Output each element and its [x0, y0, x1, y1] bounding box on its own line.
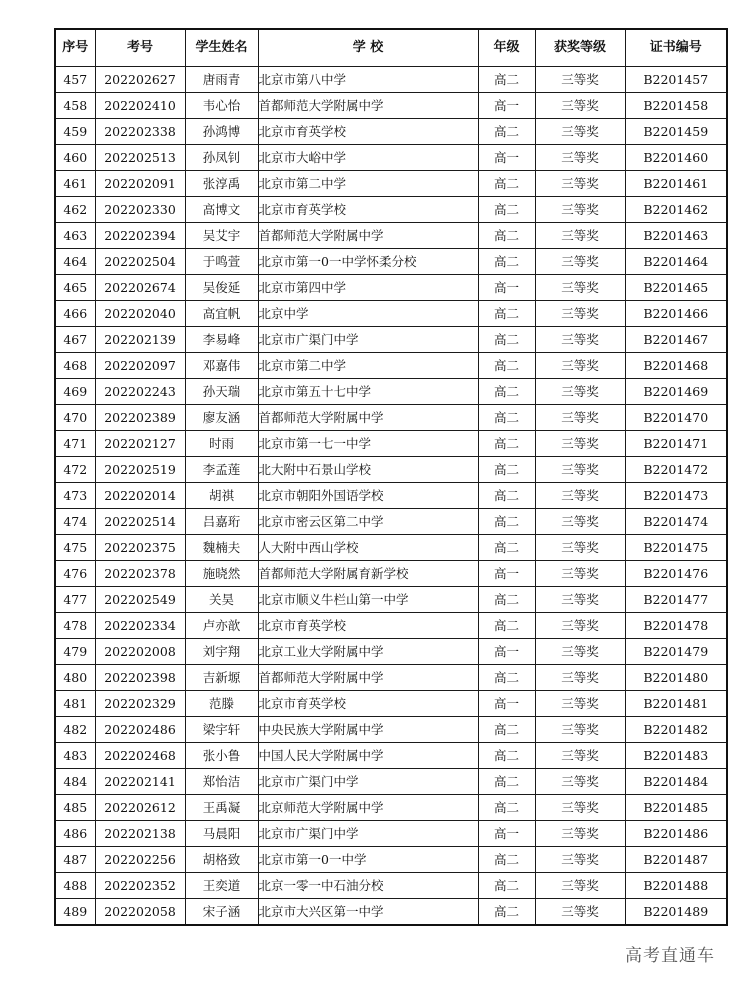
table-row — [55, 93, 727, 119]
cell-award: 三等奖 — [535, 405, 625, 431]
cell-num: 488 — [55, 873, 95, 899]
cell-num: 489 — [55, 899, 95, 926]
cell-student-name: 关昊 — [185, 587, 258, 613]
cell-exam-id: 202202138 — [95, 821, 185, 847]
cell-cert: B2201488 — [625, 873, 727, 899]
table-row — [55, 301, 727, 327]
cell-exam-id: 202202141 — [95, 769, 185, 795]
table-row — [55, 639, 727, 665]
cell-student-name: 高博文 — [185, 197, 258, 223]
cell-student-name: 李易峰 — [185, 327, 258, 353]
cell-exam-id: 202202243 — [95, 379, 185, 405]
table-row — [55, 665, 727, 691]
cell-num: 479 — [55, 639, 95, 665]
cell-num: 461 — [55, 171, 95, 197]
table-row — [55, 197, 727, 223]
cell-num: 459 — [55, 119, 95, 145]
cell-cert: B2201465 — [625, 275, 727, 301]
cell-award: 三等奖 — [535, 171, 625, 197]
cell-student-name: 李孟莲 — [185, 457, 258, 483]
cell-student-name: 唐雨青 — [185, 67, 258, 93]
cell-cert: B2201472 — [625, 457, 727, 483]
cell-student-name: 卢亦歆 — [185, 613, 258, 639]
cell-num: 462 — [55, 197, 95, 223]
cell-cert: B2201484 — [625, 769, 727, 795]
table-row — [55, 535, 727, 561]
table-row — [55, 119, 727, 145]
cell-school: 首都师范大学附属中学 — [258, 665, 478, 691]
table-row — [55, 353, 727, 379]
cell-grade: 高二 — [478, 405, 535, 431]
cell-award: 三等奖 — [535, 639, 625, 665]
cell-student-name: 廖友涵 — [185, 405, 258, 431]
cell-grade: 高二 — [478, 483, 535, 509]
cell-school: 首都师范大学附属中学 — [258, 223, 478, 249]
cell-grade: 高二 — [478, 535, 535, 561]
cell-grade: 高二 — [478, 743, 535, 769]
table-row — [55, 275, 727, 301]
cell-exam-id: 202202329 — [95, 691, 185, 717]
cell-award: 三等奖 — [535, 145, 625, 171]
cell-grade: 高二 — [478, 717, 535, 743]
table-row — [55, 899, 727, 926]
cell-award: 三等奖 — [535, 535, 625, 561]
cell-student-name: 范滕 — [185, 691, 258, 717]
cell-grade: 高二 — [478, 509, 535, 535]
header-exam-id: 考号 — [95, 29, 185, 67]
table-header — [55, 29, 727, 67]
cell-exam-id: 202202127 — [95, 431, 185, 457]
cell-school: 北京市第二中学 — [258, 353, 478, 379]
cell-school: 北京市第四中学 — [258, 275, 478, 301]
cell-num: 458 — [55, 93, 95, 119]
cell-award: 三等奖 — [535, 353, 625, 379]
cell-cert: B2201462 — [625, 197, 727, 223]
cell-school: 北京市广渠门中学 — [258, 769, 478, 795]
cell-award: 三等奖 — [535, 301, 625, 327]
cell-student-name: 王奕道 — [185, 873, 258, 899]
cell-cert: B2201467 — [625, 327, 727, 353]
cell-cert: B2201463 — [625, 223, 727, 249]
header-num: 序号 — [55, 29, 95, 67]
cell-grade: 高二 — [478, 665, 535, 691]
cell-exam-id: 202202410 — [95, 93, 185, 119]
cell-award: 三等奖 — [535, 509, 625, 535]
cell-award: 三等奖 — [535, 67, 625, 93]
table-body — [55, 67, 727, 926]
cell-student-name: 邓嘉伟 — [185, 353, 258, 379]
cell-exam-id: 202202627 — [95, 67, 185, 93]
header-grade: 年级 — [478, 29, 535, 67]
cell-student-name: 梁宇轩 — [185, 717, 258, 743]
cell-exam-id: 202202394 — [95, 223, 185, 249]
cell-grade: 高二 — [478, 353, 535, 379]
cell-grade: 高二 — [478, 457, 535, 483]
cell-student-name: 王禹凝 — [185, 795, 258, 821]
cell-exam-id: 202202674 — [95, 275, 185, 301]
cell-award: 三等奖 — [535, 613, 625, 639]
cell-school: 北京市大兴区第一中学 — [258, 899, 478, 926]
cell-grade: 高二 — [478, 301, 535, 327]
table-row — [55, 587, 727, 613]
cell-cert: B2201489 — [625, 899, 727, 926]
cell-exam-id: 202202014 — [95, 483, 185, 509]
cell-cert: B2201460 — [625, 145, 727, 171]
cell-exam-id: 202202612 — [95, 795, 185, 821]
cell-exam-id: 202202513 — [95, 145, 185, 171]
cell-num: 464 — [55, 249, 95, 275]
cell-school: 北京市育英学校 — [258, 613, 478, 639]
cell-cert: B2201464 — [625, 249, 727, 275]
cell-cert: B2201471 — [625, 431, 727, 457]
cell-num: 465 — [55, 275, 95, 301]
table-row — [55, 821, 727, 847]
cell-student-name: 胡祺 — [185, 483, 258, 509]
cell-award: 三等奖 — [535, 743, 625, 769]
cell-school: 北京市第一0一中学怀柔分校 — [258, 249, 478, 275]
cell-num: 485 — [55, 795, 95, 821]
cell-school: 北京师范大学附属中学 — [258, 795, 478, 821]
cell-num: 486 — [55, 821, 95, 847]
cell-school: 首都师范大学附属中学 — [258, 405, 478, 431]
cell-school: 北京市育英学校 — [258, 119, 478, 145]
cell-cert: B2201479 — [625, 639, 727, 665]
cell-school: 北京市大峪中学 — [258, 145, 478, 171]
cell-school: 北京工业大学附属中学 — [258, 639, 478, 665]
cell-grade: 高一 — [478, 275, 535, 301]
table-row — [55, 145, 727, 171]
cell-student-name: 孙天瑞 — [185, 379, 258, 405]
cell-cert: B2201478 — [625, 613, 727, 639]
cell-school: 北京市广渠门中学 — [258, 821, 478, 847]
table-row — [55, 431, 727, 457]
cell-school: 北京市顺义牛栏山第一中学 — [258, 587, 478, 613]
table-row — [55, 769, 727, 795]
cell-school: 北京市第八中学 — [258, 67, 478, 93]
cell-num: 470 — [55, 405, 95, 431]
cell-exam-id: 202202330 — [95, 197, 185, 223]
cell-exam-id: 202202352 — [95, 873, 185, 899]
cell-cert: B2201473 — [625, 483, 727, 509]
cell-cert: B2201468 — [625, 353, 727, 379]
cell-exam-id: 202202519 — [95, 457, 185, 483]
cell-exam-id: 202202008 — [95, 639, 185, 665]
cell-num: 475 — [55, 535, 95, 561]
cell-exam-id: 202202378 — [95, 561, 185, 587]
table-row — [55, 509, 727, 535]
cell-num: 480 — [55, 665, 95, 691]
cell-num: 471 — [55, 431, 95, 457]
cell-student-name: 刘宇翔 — [185, 639, 258, 665]
cell-school: 北京市广渠门中学 — [258, 327, 478, 353]
cell-cert: B2201485 — [625, 795, 727, 821]
cell-cert: B2201483 — [625, 743, 727, 769]
cell-award: 三等奖 — [535, 873, 625, 899]
table-row — [55, 327, 727, 353]
cell-num: 457 — [55, 67, 95, 93]
table-row — [55, 561, 727, 587]
cell-grade: 高二 — [478, 873, 535, 899]
cell-num: 481 — [55, 691, 95, 717]
cell-award: 三等奖 — [535, 379, 625, 405]
cell-cert: B2201476 — [625, 561, 727, 587]
cell-award: 三等奖 — [535, 587, 625, 613]
cell-award: 三等奖 — [535, 275, 625, 301]
cell-grade: 高二 — [478, 769, 535, 795]
cell-cert: B2201474 — [625, 509, 727, 535]
cell-award: 三等奖 — [535, 119, 625, 145]
table-row — [55, 691, 727, 717]
table-row — [55, 171, 727, 197]
cell-grade: 高二 — [478, 223, 535, 249]
cell-exam-id: 202202468 — [95, 743, 185, 769]
cell-student-name: 郑怡洁 — [185, 769, 258, 795]
cell-cert: B2201480 — [625, 665, 727, 691]
cell-grade: 高一 — [478, 145, 535, 171]
cell-num: 466 — [55, 301, 95, 327]
table-row — [55, 249, 727, 275]
header-cert: 证书编号 — [625, 29, 727, 67]
cell-grade: 高二 — [478, 587, 535, 613]
cell-grade: 高二 — [478, 197, 535, 223]
cell-school: 北京中学 — [258, 301, 478, 327]
cell-award: 三等奖 — [535, 249, 625, 275]
cell-school: 北京一零一中石油分校 — [258, 873, 478, 899]
cell-exam-id: 202202514 — [95, 509, 185, 535]
cell-num: 463 — [55, 223, 95, 249]
cell-cert: B2201475 — [625, 535, 727, 561]
cell-school: 北京市朝阳外国语学校 — [258, 483, 478, 509]
cell-num: 482 — [55, 717, 95, 743]
cell-award: 三等奖 — [535, 431, 625, 457]
cell-cert: B2201469 — [625, 379, 727, 405]
cell-exam-id: 202202549 — [95, 587, 185, 613]
cell-school: 首都师范大学附属育新学校 — [258, 561, 478, 587]
cell-exam-id: 202202058 — [95, 899, 185, 926]
cell-cert: B2201466 — [625, 301, 727, 327]
cell-num: 460 — [55, 145, 95, 171]
cell-award: 三等奖 — [535, 93, 625, 119]
cell-exam-id: 202202256 — [95, 847, 185, 873]
cell-award: 三等奖 — [535, 821, 625, 847]
cell-student-name: 时雨 — [185, 431, 258, 457]
cell-grade: 高二 — [478, 899, 535, 926]
cell-exam-id: 202202486 — [95, 717, 185, 743]
cell-grade: 高二 — [478, 431, 535, 457]
cell-grade: 高二 — [478, 119, 535, 145]
cell-award: 三等奖 — [535, 795, 625, 821]
cell-exam-id: 202202389 — [95, 405, 185, 431]
table-row — [55, 743, 727, 769]
cell-student-name: 吴艾宇 — [185, 223, 258, 249]
cell-grade: 高一 — [478, 691, 535, 717]
cell-student-name: 魏楠夫 — [185, 535, 258, 561]
cell-grade: 高二 — [478, 613, 535, 639]
cell-num: 478 — [55, 613, 95, 639]
header-award: 获奖等级 — [535, 29, 625, 67]
cell-grade: 高二 — [478, 171, 535, 197]
cell-cert: B2201482 — [625, 717, 727, 743]
cell-exam-id: 202202334 — [95, 613, 185, 639]
cell-num: 473 — [55, 483, 95, 509]
cell-student-name: 吴俊延 — [185, 275, 258, 301]
cell-exam-id: 202202097 — [95, 353, 185, 379]
cell-num: 472 — [55, 457, 95, 483]
cell-student-name: 吕嘉珩 — [185, 509, 258, 535]
table-row — [55, 795, 727, 821]
cell-num: 474 — [55, 509, 95, 535]
cell-num: 483 — [55, 743, 95, 769]
cell-exam-id: 202202139 — [95, 327, 185, 353]
cell-grade: 高二 — [478, 67, 535, 93]
table-row — [55, 379, 727, 405]
cell-award: 三等奖 — [535, 483, 625, 509]
cell-student-name: 宋子涵 — [185, 899, 258, 926]
cell-exam-id: 202202040 — [95, 301, 185, 327]
cell-grade: 高二 — [478, 379, 535, 405]
cell-cert: B2201481 — [625, 691, 727, 717]
cell-school: 中央民族大学附属中学 — [258, 717, 478, 743]
cell-award: 三等奖 — [535, 327, 625, 353]
cell-grade: 高一 — [478, 821, 535, 847]
cell-school: 北京市密云区第二中学 — [258, 509, 478, 535]
cell-student-name: 高宜帆 — [185, 301, 258, 327]
cell-student-name: 孙鸿博 — [185, 119, 258, 145]
cell-student-name: 胡格致 — [185, 847, 258, 873]
table-row — [55, 483, 727, 509]
cell-exam-id: 202202398 — [95, 665, 185, 691]
cell-school: 人大附中西山学校 — [258, 535, 478, 561]
cell-award: 三等奖 — [535, 691, 625, 717]
cell-exam-id: 202202504 — [95, 249, 185, 275]
cell-grade: 高一 — [478, 561, 535, 587]
cell-cert: B2201459 — [625, 119, 727, 145]
cell-grade: 高二 — [478, 795, 535, 821]
table-row — [55, 847, 727, 873]
cell-student-name: 马晨阳 — [185, 821, 258, 847]
cell-grade: 高一 — [478, 93, 535, 119]
cell-school: 北京市第一七一中学 — [258, 431, 478, 457]
cell-num: 487 — [55, 847, 95, 873]
table-row — [55, 457, 727, 483]
cell-exam-id: 202202375 — [95, 535, 185, 561]
cell-student-name: 张小鲁 — [185, 743, 258, 769]
cell-grade: 高二 — [478, 249, 535, 275]
table-row — [55, 223, 727, 249]
cell-student-name: 于鸣萱 — [185, 249, 258, 275]
header-row — [55, 29, 727, 67]
cell-student-name: 韦心怡 — [185, 93, 258, 119]
table-row — [55, 613, 727, 639]
table-row — [55, 67, 727, 93]
cell-award: 三等奖 — [535, 223, 625, 249]
cell-exam-id: 202202338 — [95, 119, 185, 145]
cell-cert: B2201470 — [625, 405, 727, 431]
cell-num: 476 — [55, 561, 95, 587]
cell-award: 三等奖 — [535, 769, 625, 795]
header-school: 学 校 — [258, 29, 478, 67]
cell-num: 469 — [55, 379, 95, 405]
cell-grade: 高一 — [478, 639, 535, 665]
cell-student-name: 张淳禹 — [185, 171, 258, 197]
cell-school: 北京市育英学校 — [258, 197, 478, 223]
cell-school: 北京市第二中学 — [258, 171, 478, 197]
cell-cert: B2201477 — [625, 587, 727, 613]
cell-award: 三等奖 — [535, 899, 625, 926]
table-row — [55, 405, 727, 431]
cell-school: 北大附中石景山学校 — [258, 457, 478, 483]
cell-school: 首都师范大学附属中学 — [258, 93, 478, 119]
table-row — [55, 717, 727, 743]
cell-grade: 高二 — [478, 327, 535, 353]
cell-school: 北京市育英学校 — [258, 691, 478, 717]
cell-award: 三等奖 — [535, 197, 625, 223]
cell-award: 三等奖 — [535, 457, 625, 483]
cell-school: 北京市第五十七中学 — [258, 379, 478, 405]
cell-num: 477 — [55, 587, 95, 613]
header-name: 学生姓名 — [185, 29, 258, 67]
cell-student-name: 施晓然 — [185, 561, 258, 587]
cell-exam-id: 202202091 — [95, 171, 185, 197]
cell-award: 三等奖 — [535, 561, 625, 587]
cell-num: 484 — [55, 769, 95, 795]
award-table — [54, 28, 728, 926]
cell-cert: B2201487 — [625, 847, 727, 873]
cell-cert: B2201458 — [625, 93, 727, 119]
cell-school: 中国人民大学附属中学 — [258, 743, 478, 769]
cell-student-name: 吉新塬 — [185, 665, 258, 691]
cell-grade: 高二 — [478, 847, 535, 873]
cell-num: 467 — [55, 327, 95, 353]
cell-award: 三等奖 — [535, 847, 625, 873]
cell-num: 468 — [55, 353, 95, 379]
watermark-logo: 高考直通车 — [625, 946, 715, 966]
cell-cert: B2201457 — [625, 67, 727, 93]
cell-award: 三等奖 — [535, 665, 625, 691]
table-row — [55, 873, 727, 899]
cell-cert: B2201461 — [625, 171, 727, 197]
cell-cert: B2201486 — [625, 821, 727, 847]
cell-student-name: 孙凤钊 — [185, 145, 258, 171]
cell-school: 北京市第一0一中学 — [258, 847, 478, 873]
cell-award: 三等奖 — [535, 717, 625, 743]
